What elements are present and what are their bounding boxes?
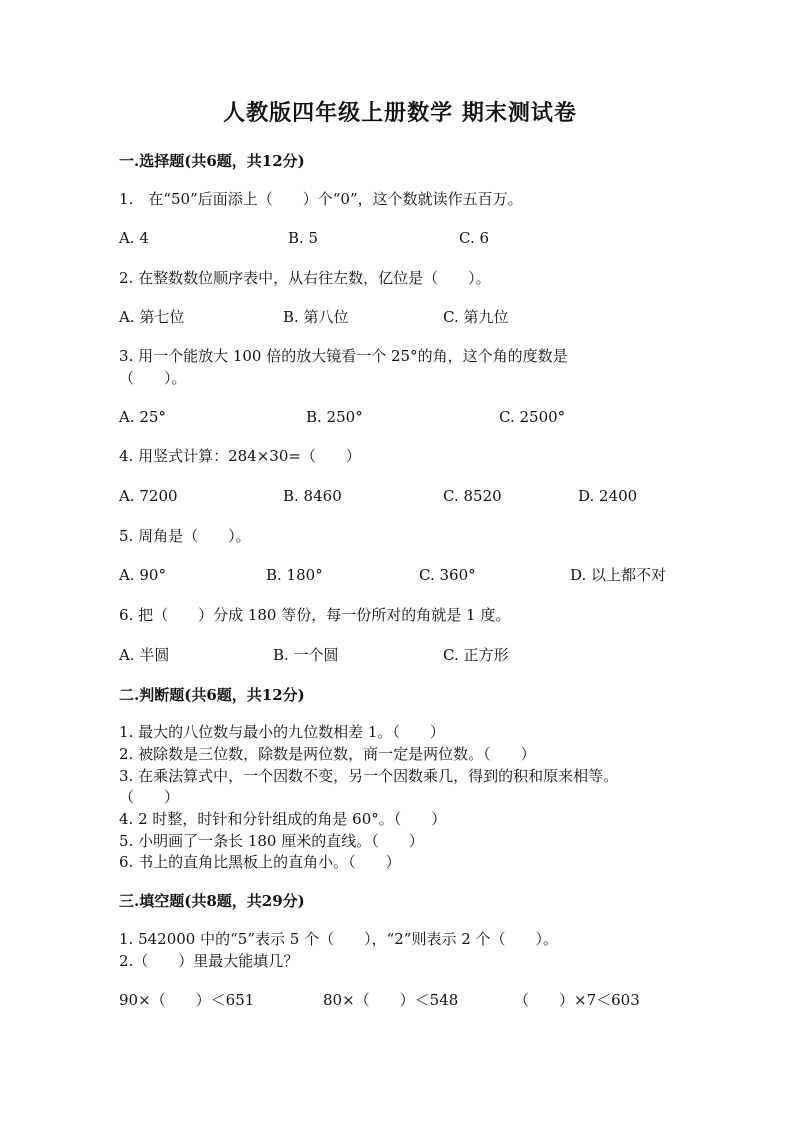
fill-in-expression: 90×（ ）＜651	[119, 991, 255, 1009]
fill-in-expression: （ ）×7＜603	[514, 991, 640, 1009]
option-b: B. 180°	[266, 566, 323, 584]
option-d: D. 以上都不对	[570, 566, 667, 584]
option-c: C. 2500°	[499, 408, 566, 426]
question-text: 2. 在整数数位顺序表中，从右往左数，亿位是（ ）。	[119, 269, 491, 287]
fill-in-line: 1. 542000 中的“5”表示 5 个（ ），“2”则表示 2 个（ ）。	[119, 930, 559, 948]
statement-line: 3. 在乘法算式中，一个因数不变，另一个因数乘几，得到的积和原来相等。	[119, 767, 619, 785]
fill-in-line: 2.（ ）里最大能填几？	[119, 952, 299, 970]
option-d: D. 2400	[578, 487, 638, 505]
option-b: B. 一个圆	[273, 646, 339, 664]
fill-in-expression: 80×（ ）＜548	[323, 991, 459, 1009]
question-text: 1. 在“50”后面添上（ ）个“0”，这个数就读作五百万。	[119, 190, 523, 208]
question-text-continued: （ ）。	[119, 369, 187, 387]
question-text: 6. 把（ ）分成 180 等份，每一份所对的角就是 1 度。	[119, 606, 511, 624]
statement-line: 2. 被除数是三位数，除数是两位数，商一定是两位数。（ ）	[119, 745, 536, 763]
page-title: 人教版四年级上册数学 期末测试卷	[223, 100, 577, 126]
question-text: 3. 用一个能放大 100 倍的放大镜看一个 25°的角，这个角的度数是	[119, 347, 568, 365]
statement-line-continued: （ ）	[119, 788, 180, 806]
option-a: A. 第七位	[119, 308, 185, 326]
statement-line: 5. 小明画了一条长 180 厘米的直线。（ ）	[119, 832, 424, 850]
option-b: B. 5	[288, 229, 319, 247]
option-a: A. 25°	[119, 408, 166, 426]
section-heading-fill-in: 三.填空题(共8题，共29分)	[119, 892, 305, 910]
option-c: C. 8520	[443, 487, 502, 505]
option-a: A. 4	[119, 229, 149, 247]
option-b: B. 250°	[306, 408, 363, 426]
question-text: 5. 周角是（ ）。	[119, 527, 251, 545]
option-a: A. 7200	[119, 487, 178, 505]
section-heading-choice: 一.选择题(共6题，共12分)	[119, 152, 305, 170]
option-a: A. 半圆	[119, 646, 170, 664]
statement-line: 4. 2 时整，时针和分针组成的角是 60°。（ ）	[119, 810, 447, 828]
option-b: B. 第八位	[283, 308, 349, 326]
section-heading-judgement: 二.判断题(共6题，共12分)	[119, 686, 305, 704]
option-a: A. 90°	[119, 566, 166, 584]
option-c: C. 正方形	[443, 646, 509, 664]
statement-line: 6. 书上的直角比黑板上的直角小。（ ）	[119, 853, 401, 871]
option-c: C. 6	[459, 229, 490, 247]
option-c: C. 360°	[419, 566, 476, 584]
option-b: B. 8460	[283, 487, 342, 505]
question-text: 4. 用竖式计算：284×30=（ ）	[119, 447, 361, 465]
option-c: C. 第九位	[443, 308, 509, 326]
statement-line: 1. 最大的八位数与最小的九位数相差 1。（ ）	[119, 723, 445, 741]
